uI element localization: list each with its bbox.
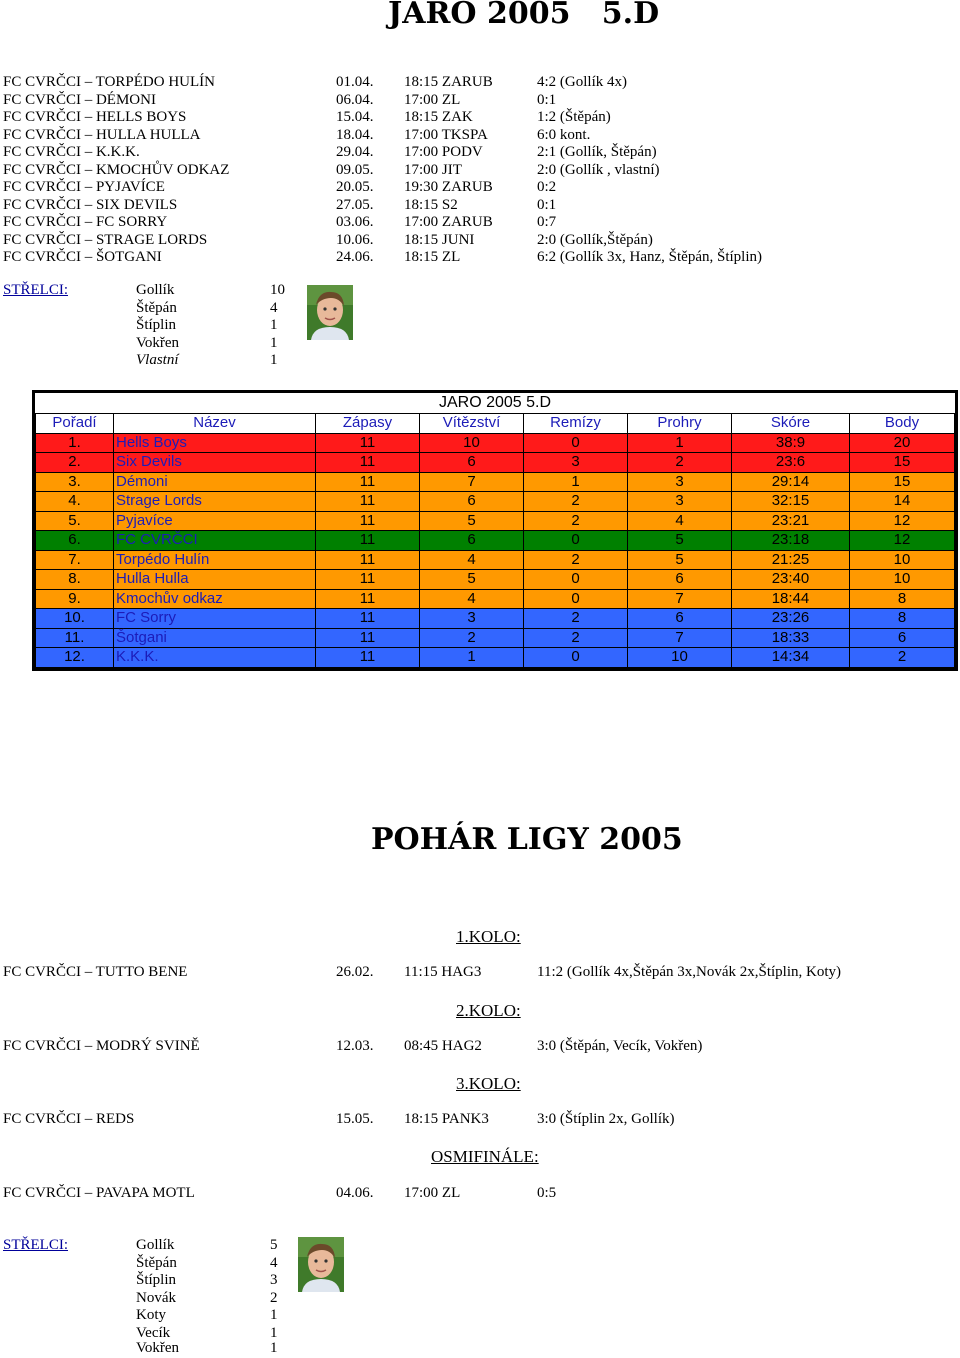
match-date: 24.06. [336, 249, 374, 265]
match-result: 0:1 [537, 196, 557, 213]
match-date: 10.06. [336, 231, 374, 248]
played-cell: 11 [316, 492, 420, 512]
position-cell: 6. [36, 531, 114, 551]
match-result: 6:2 (Gollík 3x, Hanz, Štěpán, Štíplin) [537, 249, 762, 265]
drawn-cell: 3 [524, 453, 628, 473]
points-cell: 8 [850, 589, 955, 609]
cup-match-teams: FC CVRČCI – REDS [3, 1111, 135, 1127]
score-cell: 23:40 [732, 570, 850, 590]
match-row [3, 197, 177, 214]
match-date: 27.05. [336, 196, 374, 213]
lost-cell: 5 [628, 550, 732, 570]
scorer-name: Vokřen [136, 1340, 180, 1356]
cup-match-teams: FC CVRČCI – MODRÝ SVINĚ [3, 1038, 200, 1054]
score-cell: 23:26 [732, 609, 850, 629]
match-result: 4:2 (Gollík 4x) [537, 74, 627, 90]
lost-cell: 3 [628, 492, 732, 512]
position-cell: 7. [36, 550, 114, 570]
lost-cell: 6 [628, 609, 732, 629]
match-time: 19:30 ZARUB [404, 179, 493, 195]
match-result: 0:2 [537, 179, 557, 195]
match-row [3, 127, 201, 144]
position-cell: 11. [36, 628, 114, 648]
team-cell: Six Devils [114, 453, 316, 473]
table-row [36, 648, 955, 668]
match-date: 09.05. [336, 161, 374, 178]
round-label: OSMIFINÁLE: [431, 1147, 539, 1166]
position-cell: 3. [36, 472, 114, 492]
match-row [3, 232, 207, 249]
scorer-name: Koty [136, 1307, 166, 1323]
match-result: 6:0 kont. [537, 126, 591, 143]
match-date: 01.04. [336, 74, 374, 90]
team-cell: Kmochův odkaz [114, 589, 316, 609]
header-points: Body [850, 414, 955, 434]
lost-cell: 6 [628, 570, 732, 590]
match-time: 18:15 ZARUB [404, 74, 493, 90]
scorer-goals: 1 [270, 317, 278, 333]
played-cell: 11 [316, 628, 420, 648]
score-cell: 23:21 [732, 511, 850, 531]
scorer-goals: 4 [270, 299, 278, 316]
drawn-cell: 0 [524, 531, 628, 551]
table-row [36, 550, 955, 570]
team-cell: Torpédo Hulín [114, 550, 316, 570]
scorer-goals: 1 [270, 1340, 278, 1356]
match-row [3, 109, 186, 126]
match-result: 1:2 (Štěpán) [537, 109, 611, 125]
lost-cell: 5 [628, 531, 732, 551]
match-row [3, 92, 156, 109]
scorer-name: Štíplin [136, 317, 177, 333]
scorer-goals: 5 [270, 1237, 278, 1253]
played-cell: 11 [316, 609, 420, 629]
cup-match-time: 08:45 HAG2 [404, 1038, 482, 1054]
drawn-cell: 0 [524, 589, 628, 609]
match-row [3, 162, 229, 179]
played-cell: 11 [316, 453, 420, 473]
table-row [36, 453, 955, 473]
cup-match-result: 3:0 (Štíplin 2x, Gollík) [537, 1111, 675, 1127]
match-date: 15.04. [336, 109, 374, 125]
scorer-name: Novák [136, 1289, 176, 1306]
drawn-cell: 2 [524, 609, 628, 629]
match-date: 29.04. [336, 144, 374, 160]
match-time: 17:00 ZL [404, 91, 461, 108]
match-row [3, 144, 140, 161]
score-cell: 21:25 [732, 550, 850, 570]
scorer-goals: 1 [270, 1307, 278, 1323]
match-teams: FC CVRČCI – FC SORRY [3, 214, 168, 230]
drawn-cell: 2 [524, 511, 628, 531]
team-cell: FC Sorry [114, 609, 316, 629]
match-row [3, 214, 167, 231]
scorer-name: Gollík [136, 282, 175, 298]
cup-scorers-label: STŘELCI: [3, 1237, 69, 1253]
scorer-goals: 2 [270, 1289, 278, 1306]
header-drawn: Remízy [524, 414, 628, 434]
scorer-name: Štěpán [136, 299, 177, 316]
played-cell: 11 [316, 511, 420, 531]
played-cell: 11 [316, 433, 420, 453]
match-time: 18:15 S2 [404, 196, 458, 213]
match-teams: FC CVRČCI – STRAGE LORDS [3, 231, 208, 248]
points-cell: 14 [850, 492, 955, 512]
points-cell: 20 [850, 433, 955, 453]
played-cell: 11 [316, 648, 420, 668]
match-teams: FC CVRČCI – TORPÉDO HULÍN [3, 74, 215, 90]
header-lost: Prohry [628, 414, 732, 434]
drawn-cell: 2 [524, 492, 628, 512]
position-cell: 4. [36, 492, 114, 512]
table-header-row [36, 414, 955, 434]
scorer-goals: 1 [270, 334, 278, 351]
table-row [36, 628, 955, 648]
match-result: 2:0 (Gollík,Štěpán) [537, 231, 653, 248]
position-cell: 2. [36, 453, 114, 473]
points-cell: 10 [850, 550, 955, 570]
cup-match-time: 11:15 HAG3 [404, 964, 482, 980]
won-cell: 10 [420, 433, 524, 453]
lost-cell: 2 [628, 453, 732, 473]
match-teams: FC CVRČCI – KMOCHŮV ODKAZ [3, 161, 230, 178]
header-team: Název [114, 414, 316, 434]
points-cell: 2 [850, 648, 955, 668]
match-time: 18:15 ZL [404, 249, 461, 265]
won-cell: 1 [420, 648, 524, 668]
table-row [36, 492, 955, 512]
team-cell: Hulla Hulla [114, 570, 316, 590]
cup-match-date: 26.02. [336, 964, 374, 980]
scorer-goals: 3 [270, 1272, 278, 1288]
match-date: 20.05. [336, 179, 374, 195]
score-cell: 18:44 [732, 589, 850, 609]
drawn-cell: 2 [524, 550, 628, 570]
team-cell: Hells Boys [114, 433, 316, 453]
table-row [36, 472, 955, 492]
team-cell: Šotgani [114, 628, 316, 648]
drawn-cell: 1 [524, 472, 628, 492]
position-cell: 5. [36, 511, 114, 531]
match-date: 03.06. [336, 214, 374, 230]
match-time: 17:00 TKSPA [404, 126, 488, 143]
cup-title: POHÁR LIGY 2005 [371, 822, 683, 857]
drawn-cell: 0 [524, 648, 628, 668]
scorer-name: Gollík [136, 1237, 175, 1253]
lost-cell: 1 [628, 433, 732, 453]
won-cell: 5 [420, 511, 524, 531]
match-time: 18:15 JUNI [404, 231, 475, 248]
round-label: 2.KOLO: [456, 1001, 521, 1020]
match-time: 18:15 ZAK [404, 109, 473, 125]
scorer-goals: 4 [270, 1254, 278, 1271]
scorer-goals: 1 [270, 352, 278, 368]
played-cell: 11 [316, 531, 420, 551]
points-cell: 8 [850, 609, 955, 629]
position-cell: 8. [36, 570, 114, 590]
drawn-cell: 0 [524, 433, 628, 453]
scorer-name: Štěpán [136, 1254, 177, 1271]
table-caption: JARO 2005 5.D [438, 394, 552, 411]
lost-cell: 7 [628, 628, 732, 648]
scorer-name: Vokřen [136, 334, 180, 351]
match-teams: FC CVRČCI – HELLS BOYS [3, 109, 187, 125]
round-label: 3.KOLO: [456, 1074, 521, 1093]
cup-match-time: 18:15 PANK3 [404, 1111, 489, 1127]
header-position: Pořadí [36, 414, 114, 434]
match-teams: FC CVRČCI – HULLA HULLA [3, 126, 201, 143]
team-cell: Démoni [114, 472, 316, 492]
match-result: 2:1 (Gollík, Štěpán) [537, 144, 657, 160]
match-result: 2:0 (Gollík , vlastní) [537, 161, 660, 178]
round-label: 1.KOLO: [456, 927, 521, 946]
cup-match-date: 12.03. [336, 1038, 374, 1054]
points-cell: 10 [850, 570, 955, 590]
lost-cell: 10 [628, 648, 732, 668]
match-time: 17:00 PODV [404, 144, 483, 160]
table-row [36, 531, 955, 551]
points-cell: 12 [850, 531, 955, 551]
match-row [3, 249, 162, 266]
table-row [36, 589, 955, 609]
lost-cell: 7 [628, 589, 732, 609]
played-cell: 11 [316, 550, 420, 570]
scorer-name: Štíplin [136, 1272, 177, 1288]
player-photo [307, 285, 353, 340]
scorer-goals: 10 [270, 282, 285, 298]
position-cell: 10. [36, 609, 114, 629]
cup-match-teams: FC CVRČCI – PAVAPA MOTL [3, 1185, 195, 1201]
match-teams: FC CVRČCI – DÉMONI [3, 91, 156, 108]
match-time: 17:00 ZARUB [404, 214, 493, 230]
position-cell: 9. [36, 589, 114, 609]
player-photo [298, 1237, 344, 1292]
position-cell: 12. [36, 648, 114, 668]
won-cell: 3 [420, 609, 524, 629]
match-time: 17:00 JIT [404, 161, 462, 178]
score-cell: 14:34 [732, 648, 850, 668]
team-cell: K.K.K. [114, 648, 316, 668]
points-cell: 6 [850, 628, 955, 648]
points-cell: 12 [850, 511, 955, 531]
score-cell: 23:6 [732, 453, 850, 473]
cup-match-time: 17:00 ZL [404, 1185, 461, 1201]
scorer-goals: 1 [270, 1324, 278, 1341]
drawn-cell: 2 [524, 628, 628, 648]
cup-match-date: 04.06. [336, 1185, 374, 1201]
won-cell: 5 [420, 570, 524, 590]
drawn-cell: 0 [524, 570, 628, 590]
match-teams: FC CVRČCI – K.K.K. [3, 144, 140, 160]
match-teams: FC CVRČCI – PYJAVÍCE [3, 179, 165, 195]
match-date: 06.04. [336, 91, 374, 108]
scorer-name: Vlastní [136, 352, 179, 368]
scorer-name: Vecík [136, 1324, 171, 1341]
team-cell: Strage Lords [114, 492, 316, 512]
cup-match-result: 3:0 (Štěpán, Vecík, Vokřen) [537, 1038, 703, 1054]
match-teams: FC CVRČCI – ŠOTGANI [3, 249, 162, 265]
match-row [3, 179, 165, 196]
header-score: Skóre [732, 414, 850, 434]
table-row [36, 570, 955, 590]
header-played: Zápasy [316, 414, 420, 434]
score-cell: 18:33 [732, 628, 850, 648]
league-table [32, 390, 958, 671]
score-cell: 23:18 [732, 531, 850, 551]
cup-match-result: 0:5 [537, 1185, 557, 1201]
match-result: 0:1 [537, 91, 557, 108]
won-cell: 6 [420, 492, 524, 512]
lost-cell: 3 [628, 472, 732, 492]
match-teams: FC CVRČCI – SIX DEVILS [3, 196, 178, 213]
match-row [3, 74, 215, 91]
played-cell: 11 [316, 472, 420, 492]
match-date: 18.04. [336, 126, 374, 143]
score-cell: 32:15 [732, 492, 850, 512]
cup-match-result: 11:2 (Gollík 4x,Štěpán 3x,Novák 2x,Štíplin, Koty) [537, 964, 842, 980]
played-cell: 11 [316, 570, 420, 590]
score-cell: 38:9 [732, 433, 850, 453]
match-result: 0:7 [537, 214, 557, 230]
page-title: JARO 2005 5.D [388, 0, 660, 31]
played-cell: 11 [316, 589, 420, 609]
won-cell: 6 [420, 453, 524, 473]
won-cell: 4 [420, 550, 524, 570]
header-won: Vítězství [420, 414, 524, 434]
team-cell: Pyjavíce [114, 511, 316, 531]
cup-match-teams: FC CVRČCI – TUTTO BENE [3, 964, 188, 980]
won-cell: 2 [420, 628, 524, 648]
table-row [36, 609, 955, 629]
team-cell: FC CVRČCI [114, 531, 316, 551]
scorers-label: STŘELCI: [3, 282, 69, 298]
score-cell: 29:14 [732, 472, 850, 492]
points-cell: 15 [850, 472, 955, 492]
won-cell: 7 [420, 472, 524, 492]
lost-cell: 4 [628, 511, 732, 531]
cup-match-date: 15.05. [336, 1111, 374, 1127]
table-row [36, 511, 955, 531]
points-cell: 15 [850, 453, 955, 473]
won-cell: 4 [420, 589, 524, 609]
won-cell: 6 [420, 531, 524, 551]
table-row [36, 433, 955, 453]
position-cell: 1. [36, 433, 114, 453]
